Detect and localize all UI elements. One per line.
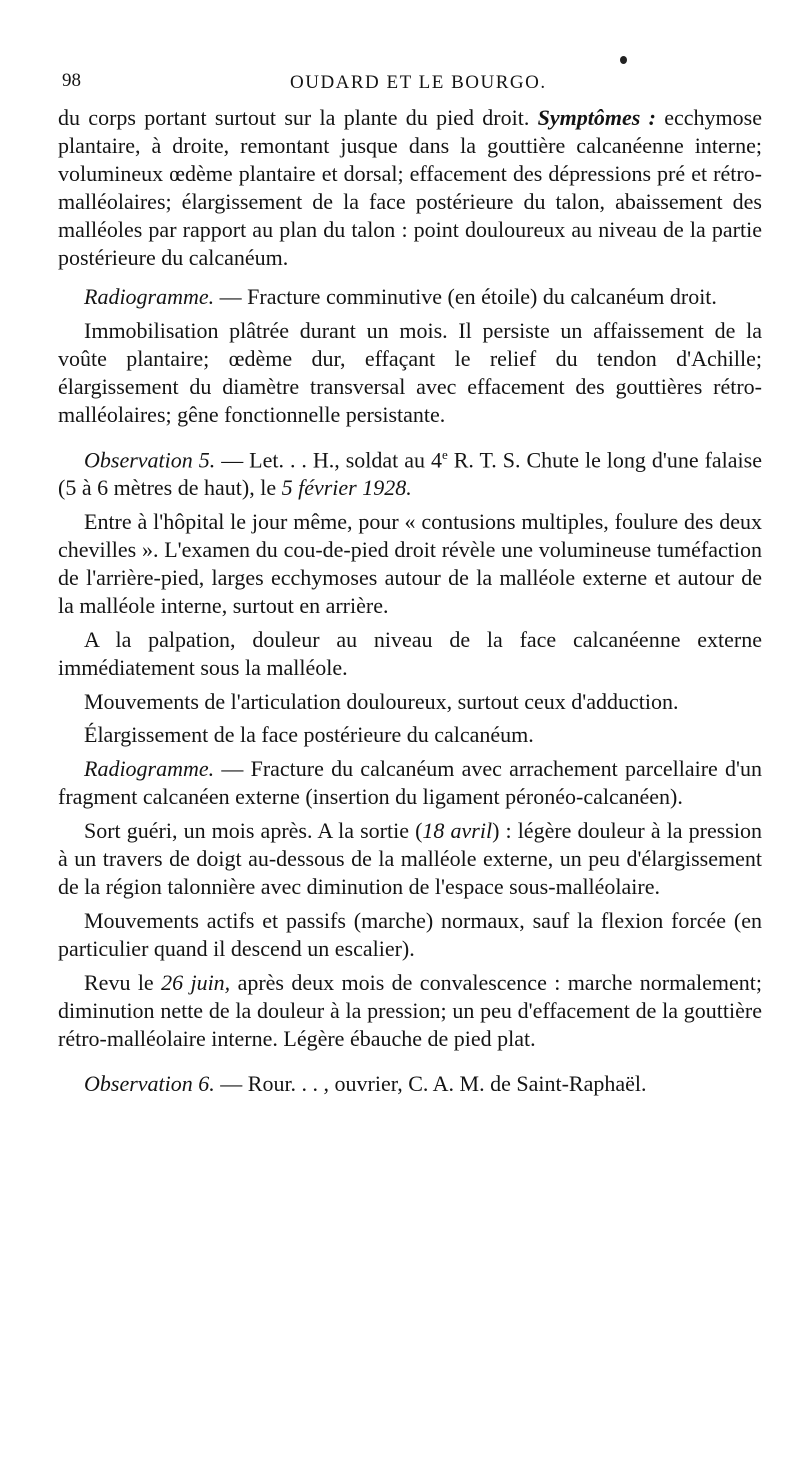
body-text (58, 104, 762, 1098)
text-span: R. T. S. Chute le long d'une falaise (5 à 6 mètres de haut), le (58, 447, 762, 501)
paragraph (58, 817, 762, 901)
paragraph: Mouvements de l'articulation douloureux, surtout ceux d'adduction. (84, 688, 679, 714)
paragraph: Immobilisation plâtrée durant un mois. Il persiste un affaissement de la voûte plantaire; œdème dur, effaçant le relief du tendon d'Achille; élargissement du diamètre transversal avec effacement des gouttières rétro-malléolaires; gêne fonctionnelle persistante. (58, 318, 762, 428)
superscript: e (441, 446, 448, 462)
paragraph: A la palpation, douleur au niveau de la face calcanéenne externe immédiatement sous la malléole. (58, 626, 762, 680)
page-header (62, 70, 762, 100)
paragraph: Mouvements actifs et passifs (marche) normaux, sauf la flexion forcée (en particulier quand il descend un escalier). (58, 907, 762, 961)
date: 26 juin, (161, 969, 231, 995)
page-number: 98 (62, 70, 81, 91)
ink-spot (620, 56, 627, 64)
paragraph (58, 755, 762, 811)
paragraph: Élargissement de la face postérieure du calcanéum. (84, 722, 534, 748)
text-span: — Rour. . . , ouvrier, C. A. M. de Saint-Raphaël. (214, 1071, 647, 1097)
paragraph (58, 969, 762, 1053)
paragraph (58, 104, 762, 271)
text-span: ) : légère douleur à la pression à un travers de doigt au-dessous de la malléole externe, un peu d'élargissement de la région talonnière avec diminution de l'espace sous-malléolaire. (58, 818, 762, 899)
observation-label: Observation 5. (84, 447, 216, 473)
symptomes-heading: Symptômes : (537, 105, 656, 130)
date: 18 avril (422, 818, 493, 844)
text-span: — Fracture comminutive (en étoile) du calcanéum droit. (214, 284, 717, 310)
text-span: ecchymose plantaire, à droite, remontant jusque dans la gouttière calcanéenne interne; volumineux œdème plantaire et dorsal; effacement des dépressions pré et rétro-malléolaires; élargissement de la face postérieure du talon, abaissement des malléoles par rapport au plan du talon : point douloureux au niveau de la partie postérieure du calcanéum. (58, 105, 762, 270)
radiogramme-label: Radiogramme. (84, 756, 215, 782)
text-span: après deux mois de convalescence : marche normalement; diminution nette de la douleur à la pression; un peu d'effacement de la gouttière rétro-malléolaire interne. Légère ébauche de pied plat. (58, 969, 762, 1051)
paragraph (58, 283, 762, 311)
text-span: — Fracture du calcanéum avec arrachement parcellaire d'un fragment calcanéen externe (insertion du ligament péronéo-calcanéen). (58, 756, 762, 810)
paragraph (58, 441, 762, 502)
text-span: — Let. . . H., soldat au 4 (215, 447, 442, 473)
paragraph: Entre à l'hôpital le jour même, pour « contusions multiples, foulure des deux chevilles ». L'examen du cou-de-pied droit révèle une volumineuse tuméfaction de l'arrière-pied, larges ecchymoses autour de la malléole externe et autour de la malléole interne, surtout en arrière. (58, 509, 762, 618)
text-span: Revu le (84, 969, 162, 995)
observation-label: Observation 6. (84, 1071, 215, 1097)
date: 5 février 1928. (281, 475, 412, 501)
text-span: du corps portant surtout sur la plante du pied droit. (58, 105, 538, 130)
running-head: OUDARD ET LE BOURGO. (290, 72, 547, 93)
text-span: Sort guéri, un mois après. A la sortie ( (84, 818, 423, 844)
radiogramme-label: Radiogramme. (84, 284, 215, 310)
paragraph (58, 1070, 762, 1098)
